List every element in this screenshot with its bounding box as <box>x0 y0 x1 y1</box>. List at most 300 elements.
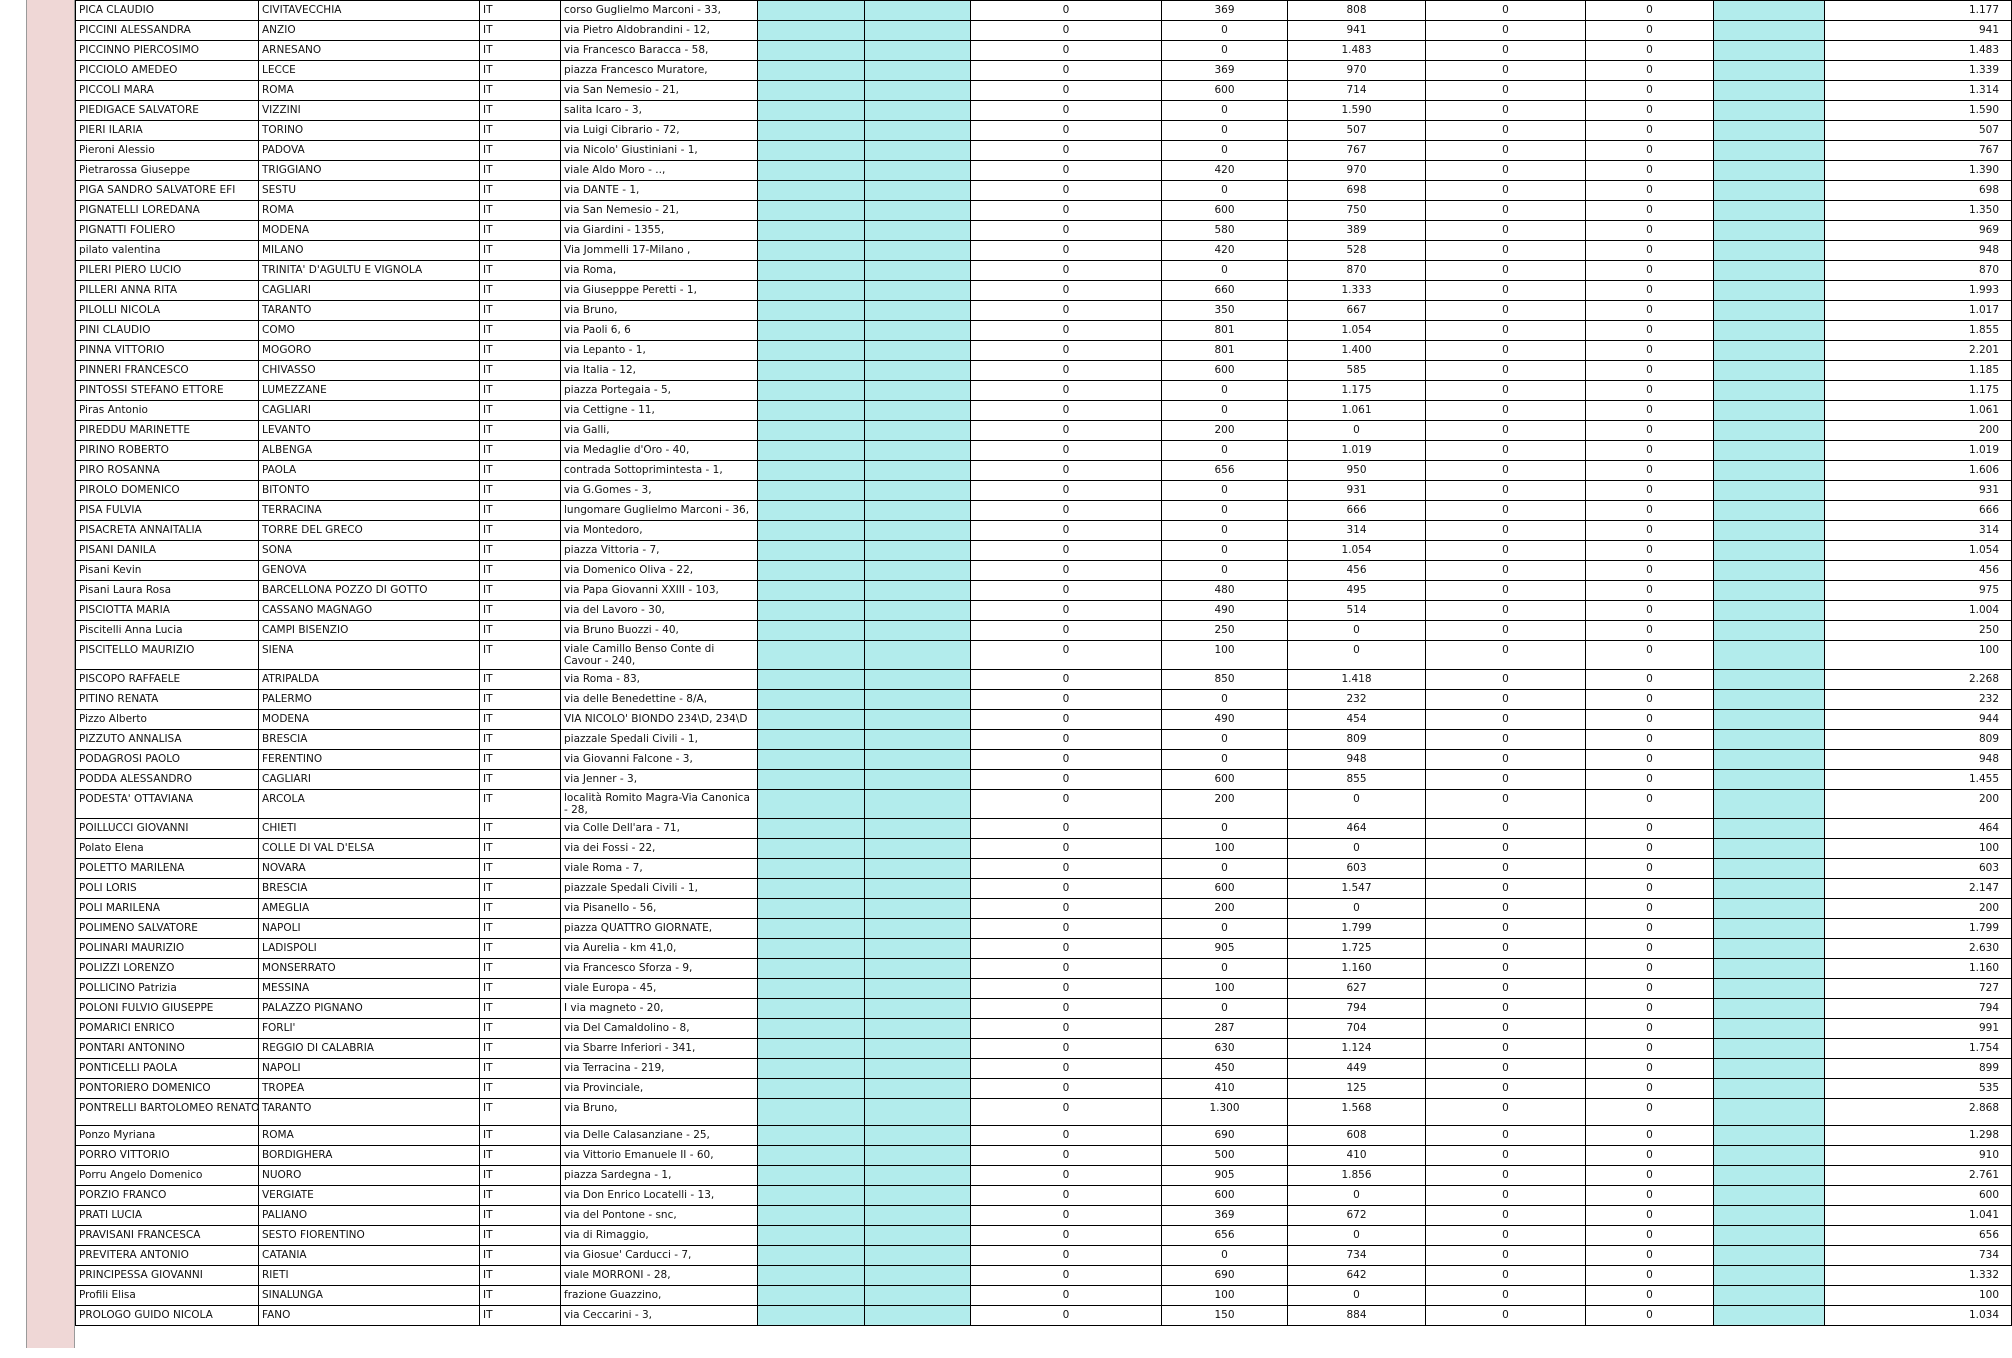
address-cell: via Don Enrico Locatelli - 13, <box>561 1186 758 1206</box>
value-cell-4: 0 <box>1426 221 1586 241</box>
table-row <box>76 710 2012 730</box>
value-cell-5: 0 <box>1586 261 1714 281</box>
city-cell: TARANTO <box>259 301 480 321</box>
address-cell: via Nicolo' Giustiniani - 1, <box>561 141 758 161</box>
value-cell-1: 0 <box>971 670 1162 690</box>
value-cell-3: 1.590 <box>1288 101 1426 121</box>
empty-cell-a <box>758 541 865 561</box>
value-cell-3: 0 <box>1288 641 1426 670</box>
value-cell-5: 0 <box>1586 561 1714 581</box>
empty-cell-b <box>865 1306 971 1326</box>
value-cell-4: 0 <box>1426 581 1586 601</box>
total-cell: 2.630 <box>1825 939 2012 959</box>
table-row <box>76 1166 2012 1186</box>
country-cell: IT <box>480 561 561 581</box>
value-cell-4: 0 <box>1426 1186 1586 1206</box>
name-cell: PIGNATTI FOLIERO <box>76 221 259 241</box>
value-cell-4: 0 <box>1426 819 1586 839</box>
name-cell: Pizzo Alberto <box>76 710 259 730</box>
value-cell-3: 1.054 <box>1288 541 1426 561</box>
value-cell-4: 0 <box>1426 241 1586 261</box>
value-cell-1: 0 <box>971 1099 1162 1126</box>
empty-cell-a <box>758 1126 865 1146</box>
empty-cell-a <box>758 261 865 281</box>
empty-cell-a <box>758 101 865 121</box>
total-cell: 1.160 <box>1825 959 2012 979</box>
value-cell-3: 1.175 <box>1288 381 1426 401</box>
value-cell-1: 0 <box>971 979 1162 999</box>
city-cell: BRESCIA <box>259 879 480 899</box>
value-cell-4: 0 <box>1426 1 1586 21</box>
value-cell-2: 0 <box>1162 121 1288 141</box>
city-cell: MODENA <box>259 710 480 730</box>
value-cell-5: 0 <box>1586 959 1714 979</box>
empty-cell-c <box>1714 839 1825 859</box>
value-cell-1: 0 <box>971 1306 1162 1326</box>
value-cell-1: 0 <box>971 710 1162 730</box>
name-cell: PRAVISANI FRANCESCA <box>76 1226 259 1246</box>
empty-cell-a <box>758 81 865 101</box>
value-cell-1: 0 <box>971 919 1162 939</box>
country-cell: IT <box>480 1206 561 1226</box>
table-row <box>76 690 2012 710</box>
empty-cell-c <box>1714 979 1825 999</box>
value-cell-3: 1.483 <box>1288 41 1426 61</box>
empty-cell-a <box>758 1039 865 1059</box>
empty-cell-b <box>865 859 971 879</box>
value-cell-3: 627 <box>1288 979 1426 999</box>
city-cell: CHIETI <box>259 819 480 839</box>
empty-cell-a <box>758 241 865 261</box>
name-cell: PODESTA' OTTAVIANA <box>76 790 259 819</box>
value-cell-4: 0 <box>1426 341 1586 361</box>
empty-cell-a <box>758 501 865 521</box>
city-cell: BITONTO <box>259 481 480 501</box>
value-cell-5: 0 <box>1586 161 1714 181</box>
value-cell-2: 0 <box>1162 999 1288 1019</box>
name-cell: PINNA VITTORIO <box>76 341 259 361</box>
address-cell: lungomare Guglielmo Marconi - 36, <box>561 501 758 521</box>
name-cell: Ponzo Myriana <box>76 1126 259 1146</box>
address-cell: via Pisanello - 56, <box>561 899 758 919</box>
value-cell-3: 603 <box>1288 859 1426 879</box>
country-cell: IT <box>480 201 561 221</box>
empty-cell-a <box>758 21 865 41</box>
total-cell: 1.061 <box>1825 401 2012 421</box>
country-cell: IT <box>480 581 561 601</box>
value-cell-4: 0 <box>1426 730 1586 750</box>
value-cell-2: 100 <box>1162 839 1288 859</box>
value-cell-1: 0 <box>971 1246 1162 1266</box>
value-cell-4: 0 <box>1426 621 1586 641</box>
table-row <box>76 750 2012 770</box>
value-cell-2: 0 <box>1162 101 1288 121</box>
total-cell: 666 <box>1825 501 2012 521</box>
value-cell-4: 0 <box>1426 521 1586 541</box>
value-cell-5: 0 <box>1586 999 1714 1019</box>
value-cell-4: 0 <box>1426 1019 1586 1039</box>
value-cell-5: 0 <box>1586 1206 1714 1226</box>
address-cell: via Jenner - 3, <box>561 770 758 790</box>
empty-cell-b <box>865 541 971 561</box>
empty-cell-a <box>758 879 865 899</box>
value-cell-3: 0 <box>1288 839 1426 859</box>
value-cell-5: 0 <box>1586 1079 1714 1099</box>
value-cell-4: 0 <box>1426 1099 1586 1126</box>
value-cell-2: 600 <box>1162 201 1288 221</box>
value-cell-4: 0 <box>1426 261 1586 281</box>
name-cell: PICCINNO PIERCOSIMO <box>76 41 259 61</box>
city-cell: MILANO <box>259 241 480 261</box>
city-cell: ANZIO <box>259 21 480 41</box>
name-cell: Polato Elena <box>76 839 259 859</box>
value-cell-4: 0 <box>1426 879 1586 899</box>
value-cell-3: 666 <box>1288 501 1426 521</box>
empty-cell-a <box>758 421 865 441</box>
name-cell: PIRINO ROBERTO <box>76 441 259 461</box>
value-cell-3: 507 <box>1288 121 1426 141</box>
value-cell-3: 456 <box>1288 561 1426 581</box>
table-row <box>76 1039 2012 1059</box>
empty-cell-c <box>1714 501 1825 521</box>
empty-cell-a <box>758 1059 865 1079</box>
empty-cell-c <box>1714 201 1825 221</box>
empty-cell-a <box>758 1266 865 1286</box>
value-cell-5: 0 <box>1586 1306 1714 1326</box>
empty-cell-b <box>865 381 971 401</box>
empty-cell-b <box>865 919 971 939</box>
country-cell: IT <box>480 141 561 161</box>
value-cell-5: 0 <box>1586 381 1714 401</box>
total-cell: 535 <box>1825 1079 2012 1099</box>
value-cell-4: 0 <box>1426 670 1586 690</box>
value-cell-5: 0 <box>1586 979 1714 999</box>
name-cell: POLLICINO Patrizia <box>76 979 259 999</box>
value-cell-1: 0 <box>971 819 1162 839</box>
name-cell: PROLOGO GUIDO NICOLA <box>76 1306 259 1326</box>
value-cell-1: 0 <box>971 201 1162 221</box>
empty-cell-c <box>1714 581 1825 601</box>
city-cell: TORRE DEL GRECO <box>259 521 480 541</box>
value-cell-5: 0 <box>1586 501 1714 521</box>
country-cell: IT <box>480 441 561 461</box>
value-cell-5: 0 <box>1586 1019 1714 1039</box>
empty-cell-b <box>865 561 971 581</box>
empty-cell-a <box>758 401 865 421</box>
value-cell-2: 250 <box>1162 621 1288 641</box>
table-row <box>76 541 2012 561</box>
value-cell-5: 0 <box>1586 61 1714 81</box>
table-row <box>76 1126 2012 1146</box>
name-cell: PIREDDU MARINETTE <box>76 421 259 441</box>
total-cell: 2.761 <box>1825 1166 2012 1186</box>
value-cell-3: 1.856 <box>1288 1166 1426 1186</box>
name-cell: PODDA ALESSANDRO <box>76 770 259 790</box>
total-cell: 1.993 <box>1825 281 2012 301</box>
city-cell: NOVARA <box>259 859 480 879</box>
name-cell: POLIZZI LORENZO <box>76 959 259 979</box>
beneficiary-table <box>75 0 2012 1326</box>
value-cell-4: 0 <box>1426 979 1586 999</box>
total-cell: 1.019 <box>1825 441 2012 461</box>
value-cell-2: 490 <box>1162 710 1288 730</box>
value-cell-4: 0 <box>1426 1146 1586 1166</box>
total-cell: 969 <box>1825 221 2012 241</box>
name-cell: PILOLLI NICOLA <box>76 301 259 321</box>
name-cell: PIZZUTO ANNALISA <box>76 730 259 750</box>
name-cell: POILLUCCI GIOVANNI <box>76 819 259 839</box>
table-row <box>76 341 2012 361</box>
total-cell: 1.175 <box>1825 381 2012 401</box>
empty-cell-a <box>758 481 865 501</box>
value-cell-4: 0 <box>1426 321 1586 341</box>
empty-cell-c <box>1714 670 1825 690</box>
city-cell: TORINO <box>259 121 480 141</box>
table-row <box>76 261 2012 281</box>
value-cell-3: 585 <box>1288 361 1426 381</box>
empty-cell-b <box>865 959 971 979</box>
value-cell-3: 454 <box>1288 710 1426 730</box>
address-cell: via DANTE - 1, <box>561 181 758 201</box>
total-cell: 1.314 <box>1825 81 2012 101</box>
empty-cell-b <box>865 750 971 770</box>
name-cell: PONTORIERO DOMENICO <box>76 1079 259 1099</box>
country-cell: IT <box>480 670 561 690</box>
value-cell-2: 656 <box>1162 461 1288 481</box>
value-cell-4: 0 <box>1426 141 1586 161</box>
value-cell-3: 767 <box>1288 141 1426 161</box>
country-cell: IT <box>480 770 561 790</box>
table-row <box>76 819 2012 839</box>
city-cell: LEVANTO <box>259 421 480 441</box>
total-cell: 734 <box>1825 1246 2012 1266</box>
name-cell: PISCITELLO MAURIZIO <box>76 641 259 670</box>
empty-cell-a <box>758 1186 865 1206</box>
table-row <box>76 1186 2012 1206</box>
value-cell-2: 0 <box>1162 381 1288 401</box>
value-cell-2: 0 <box>1162 41 1288 61</box>
country-cell: IT <box>480 381 561 401</box>
value-cell-4: 0 <box>1426 1059 1586 1079</box>
value-cell-1: 0 <box>971 341 1162 361</box>
total-cell: 1.339 <box>1825 61 2012 81</box>
empty-cell-b <box>865 281 971 301</box>
value-cell-1: 0 <box>971 1059 1162 1079</box>
empty-cell-a <box>758 1099 865 1126</box>
value-cell-2: 0 <box>1162 919 1288 939</box>
value-cell-4: 0 <box>1426 61 1586 81</box>
empty-cell-b <box>865 241 971 261</box>
city-cell: CAGLIARI <box>259 281 480 301</box>
value-cell-2: 0 <box>1162 859 1288 879</box>
value-cell-3: 1.019 <box>1288 441 1426 461</box>
value-cell-5: 0 <box>1586 21 1714 41</box>
address-cell: viale Aldo Moro - .., <box>561 161 758 181</box>
country-cell: IT <box>480 401 561 421</box>
value-cell-1: 0 <box>971 790 1162 819</box>
value-cell-3: 750 <box>1288 201 1426 221</box>
value-cell-3: 941 <box>1288 21 1426 41</box>
value-cell-4: 0 <box>1426 1286 1586 1306</box>
value-cell-3: 389 <box>1288 221 1426 241</box>
city-cell: COMO <box>259 321 480 341</box>
name-cell: Piras Antonio <box>76 401 259 421</box>
table-row <box>76 899 2012 919</box>
empty-cell-c <box>1714 461 1825 481</box>
value-cell-3: 1.124 <box>1288 1039 1426 1059</box>
table-row <box>76 879 2012 899</box>
value-cell-2: 630 <box>1162 1039 1288 1059</box>
value-cell-1: 0 <box>971 1286 1162 1306</box>
value-cell-2: 0 <box>1162 441 1288 461</box>
value-cell-2: 905 <box>1162 939 1288 959</box>
value-cell-3: 314 <box>1288 521 1426 541</box>
name-cell: PONTARI ANTONINO <box>76 1039 259 1059</box>
table-row <box>76 381 2012 401</box>
empty-cell-b <box>865 261 971 281</box>
address-cell: via Colle Dell'ara - 71, <box>561 819 758 839</box>
city-cell: SESTU <box>259 181 480 201</box>
address-cell: via Luigi Cibrario - 72, <box>561 121 758 141</box>
total-cell: 899 <box>1825 1059 2012 1079</box>
value-cell-4: 0 <box>1426 899 1586 919</box>
value-cell-1: 0 <box>971 641 1162 670</box>
empty-cell-b <box>865 1166 971 1186</box>
address-cell: via San Nemesio - 21, <box>561 201 758 221</box>
empty-cell-a <box>758 1306 865 1326</box>
country-cell: IT <box>480 461 561 481</box>
address-cell: via Giosue' Carducci - 7, <box>561 1246 758 1266</box>
empty-cell-a <box>758 710 865 730</box>
city-cell: PALAZZO PIGNANO <box>259 999 480 1019</box>
total-cell: 656 <box>1825 1226 2012 1246</box>
empty-cell-a <box>758 1226 865 1246</box>
value-cell-3: 1.547 <box>1288 879 1426 899</box>
address-cell: salita Icaro - 3, <box>561 101 758 121</box>
empty-cell-a <box>758 121 865 141</box>
value-cell-3: 672 <box>1288 1206 1426 1226</box>
empty-cell-c <box>1714 301 1825 321</box>
table-row <box>76 670 2012 690</box>
address-cell: via dei Fossi - 22, <box>561 839 758 859</box>
empty-cell-b <box>865 361 971 381</box>
city-cell: GENOVA <box>259 561 480 581</box>
name-cell: PREVITERA ANTONIO <box>76 1246 259 1266</box>
total-cell: 464 <box>1825 819 2012 839</box>
empty-cell-c <box>1714 999 1825 1019</box>
total-cell: 948 <box>1825 241 2012 261</box>
city-cell: ROMA <box>259 1126 480 1146</box>
value-cell-2: 1.300 <box>1162 1099 1288 1126</box>
table-row <box>76 770 2012 790</box>
name-cell: PILERI PIERO LUCIO <box>76 261 259 281</box>
country-cell: IT <box>480 341 561 361</box>
empty-cell-b <box>865 61 971 81</box>
value-cell-1: 0 <box>971 41 1162 61</box>
value-cell-2: 287 <box>1162 1019 1288 1039</box>
empty-cell-b <box>865 221 971 241</box>
empty-cell-c <box>1714 321 1825 341</box>
total-cell: 1.855 <box>1825 321 2012 341</box>
value-cell-2: 905 <box>1162 1166 1288 1186</box>
total-cell: 100 <box>1825 1286 2012 1306</box>
value-cell-2: 200 <box>1162 790 1288 819</box>
table-row <box>76 730 2012 750</box>
address-cell: via San Nemesio - 21, <box>561 81 758 101</box>
country-cell: IT <box>480 1146 561 1166</box>
empty-cell-a <box>758 561 865 581</box>
address-cell: via Papa Giovanni XXIII - 103, <box>561 581 758 601</box>
value-cell-2: 200 <box>1162 899 1288 919</box>
total-cell: 456 <box>1825 561 2012 581</box>
empty-cell-c <box>1714 1 1825 21</box>
total-cell: 1.455 <box>1825 770 2012 790</box>
value-cell-5: 0 <box>1586 899 1714 919</box>
value-cell-5: 0 <box>1586 919 1714 939</box>
value-cell-4: 0 <box>1426 401 1586 421</box>
value-cell-4: 0 <box>1426 561 1586 581</box>
address-cell: via Sbarre Inferiori - 341, <box>561 1039 758 1059</box>
country-cell: IT <box>480 1126 561 1146</box>
address-cell: via Roma - 83, <box>561 670 758 690</box>
city-cell: LECCE <box>259 61 480 81</box>
value-cell-1: 0 <box>971 839 1162 859</box>
value-cell-4: 0 <box>1426 1306 1586 1326</box>
country-cell: IT <box>480 21 561 41</box>
value-cell-5: 0 <box>1586 621 1714 641</box>
country-cell: IT <box>480 101 561 121</box>
empty-cell-b <box>865 939 971 959</box>
country-cell: IT <box>480 899 561 919</box>
value-cell-5: 0 <box>1586 81 1714 101</box>
value-cell-3: 0 <box>1288 1186 1426 1206</box>
country-cell: IT <box>480 161 561 181</box>
empty-cell-a <box>758 521 865 541</box>
empty-cell-b <box>865 730 971 750</box>
value-cell-5: 0 <box>1586 859 1714 879</box>
empty-cell-b <box>865 1 971 21</box>
address-cell: via Giovanni Falcone - 3, <box>561 750 758 770</box>
country-cell: IT <box>480 361 561 381</box>
value-cell-1: 0 <box>971 161 1162 181</box>
address-cell: I via magneto - 20, <box>561 999 758 1019</box>
empty-cell-a <box>758 641 865 670</box>
city-cell: CAGLIARI <box>259 770 480 790</box>
empty-cell-b <box>865 1126 971 1146</box>
empty-cell-b <box>865 581 971 601</box>
address-cell: via Bruno, <box>561 301 758 321</box>
value-cell-4: 0 <box>1426 1166 1586 1186</box>
country-cell: IT <box>480 919 561 939</box>
empty-cell-a <box>758 899 865 919</box>
value-cell-5: 0 <box>1586 690 1714 710</box>
city-cell: FANO <box>259 1306 480 1326</box>
spreadsheet <box>75 0 1999 1326</box>
address-cell: via Montedoro, <box>561 521 758 541</box>
value-cell-4: 0 <box>1426 281 1586 301</box>
value-cell-1: 0 <box>971 541 1162 561</box>
city-cell: AMEGLIA <box>259 899 480 919</box>
name-cell: PICCIOLO AMEDEO <box>76 61 259 81</box>
empty-cell-c <box>1714 1286 1825 1306</box>
empty-cell-a <box>758 770 865 790</box>
country-cell: IT <box>480 81 561 101</box>
country-cell: IT <box>480 321 561 341</box>
value-cell-2: 0 <box>1162 481 1288 501</box>
value-cell-2: 0 <box>1162 521 1288 541</box>
value-cell-5: 0 <box>1586 710 1714 730</box>
city-cell: BORDIGHERA <box>259 1146 480 1166</box>
